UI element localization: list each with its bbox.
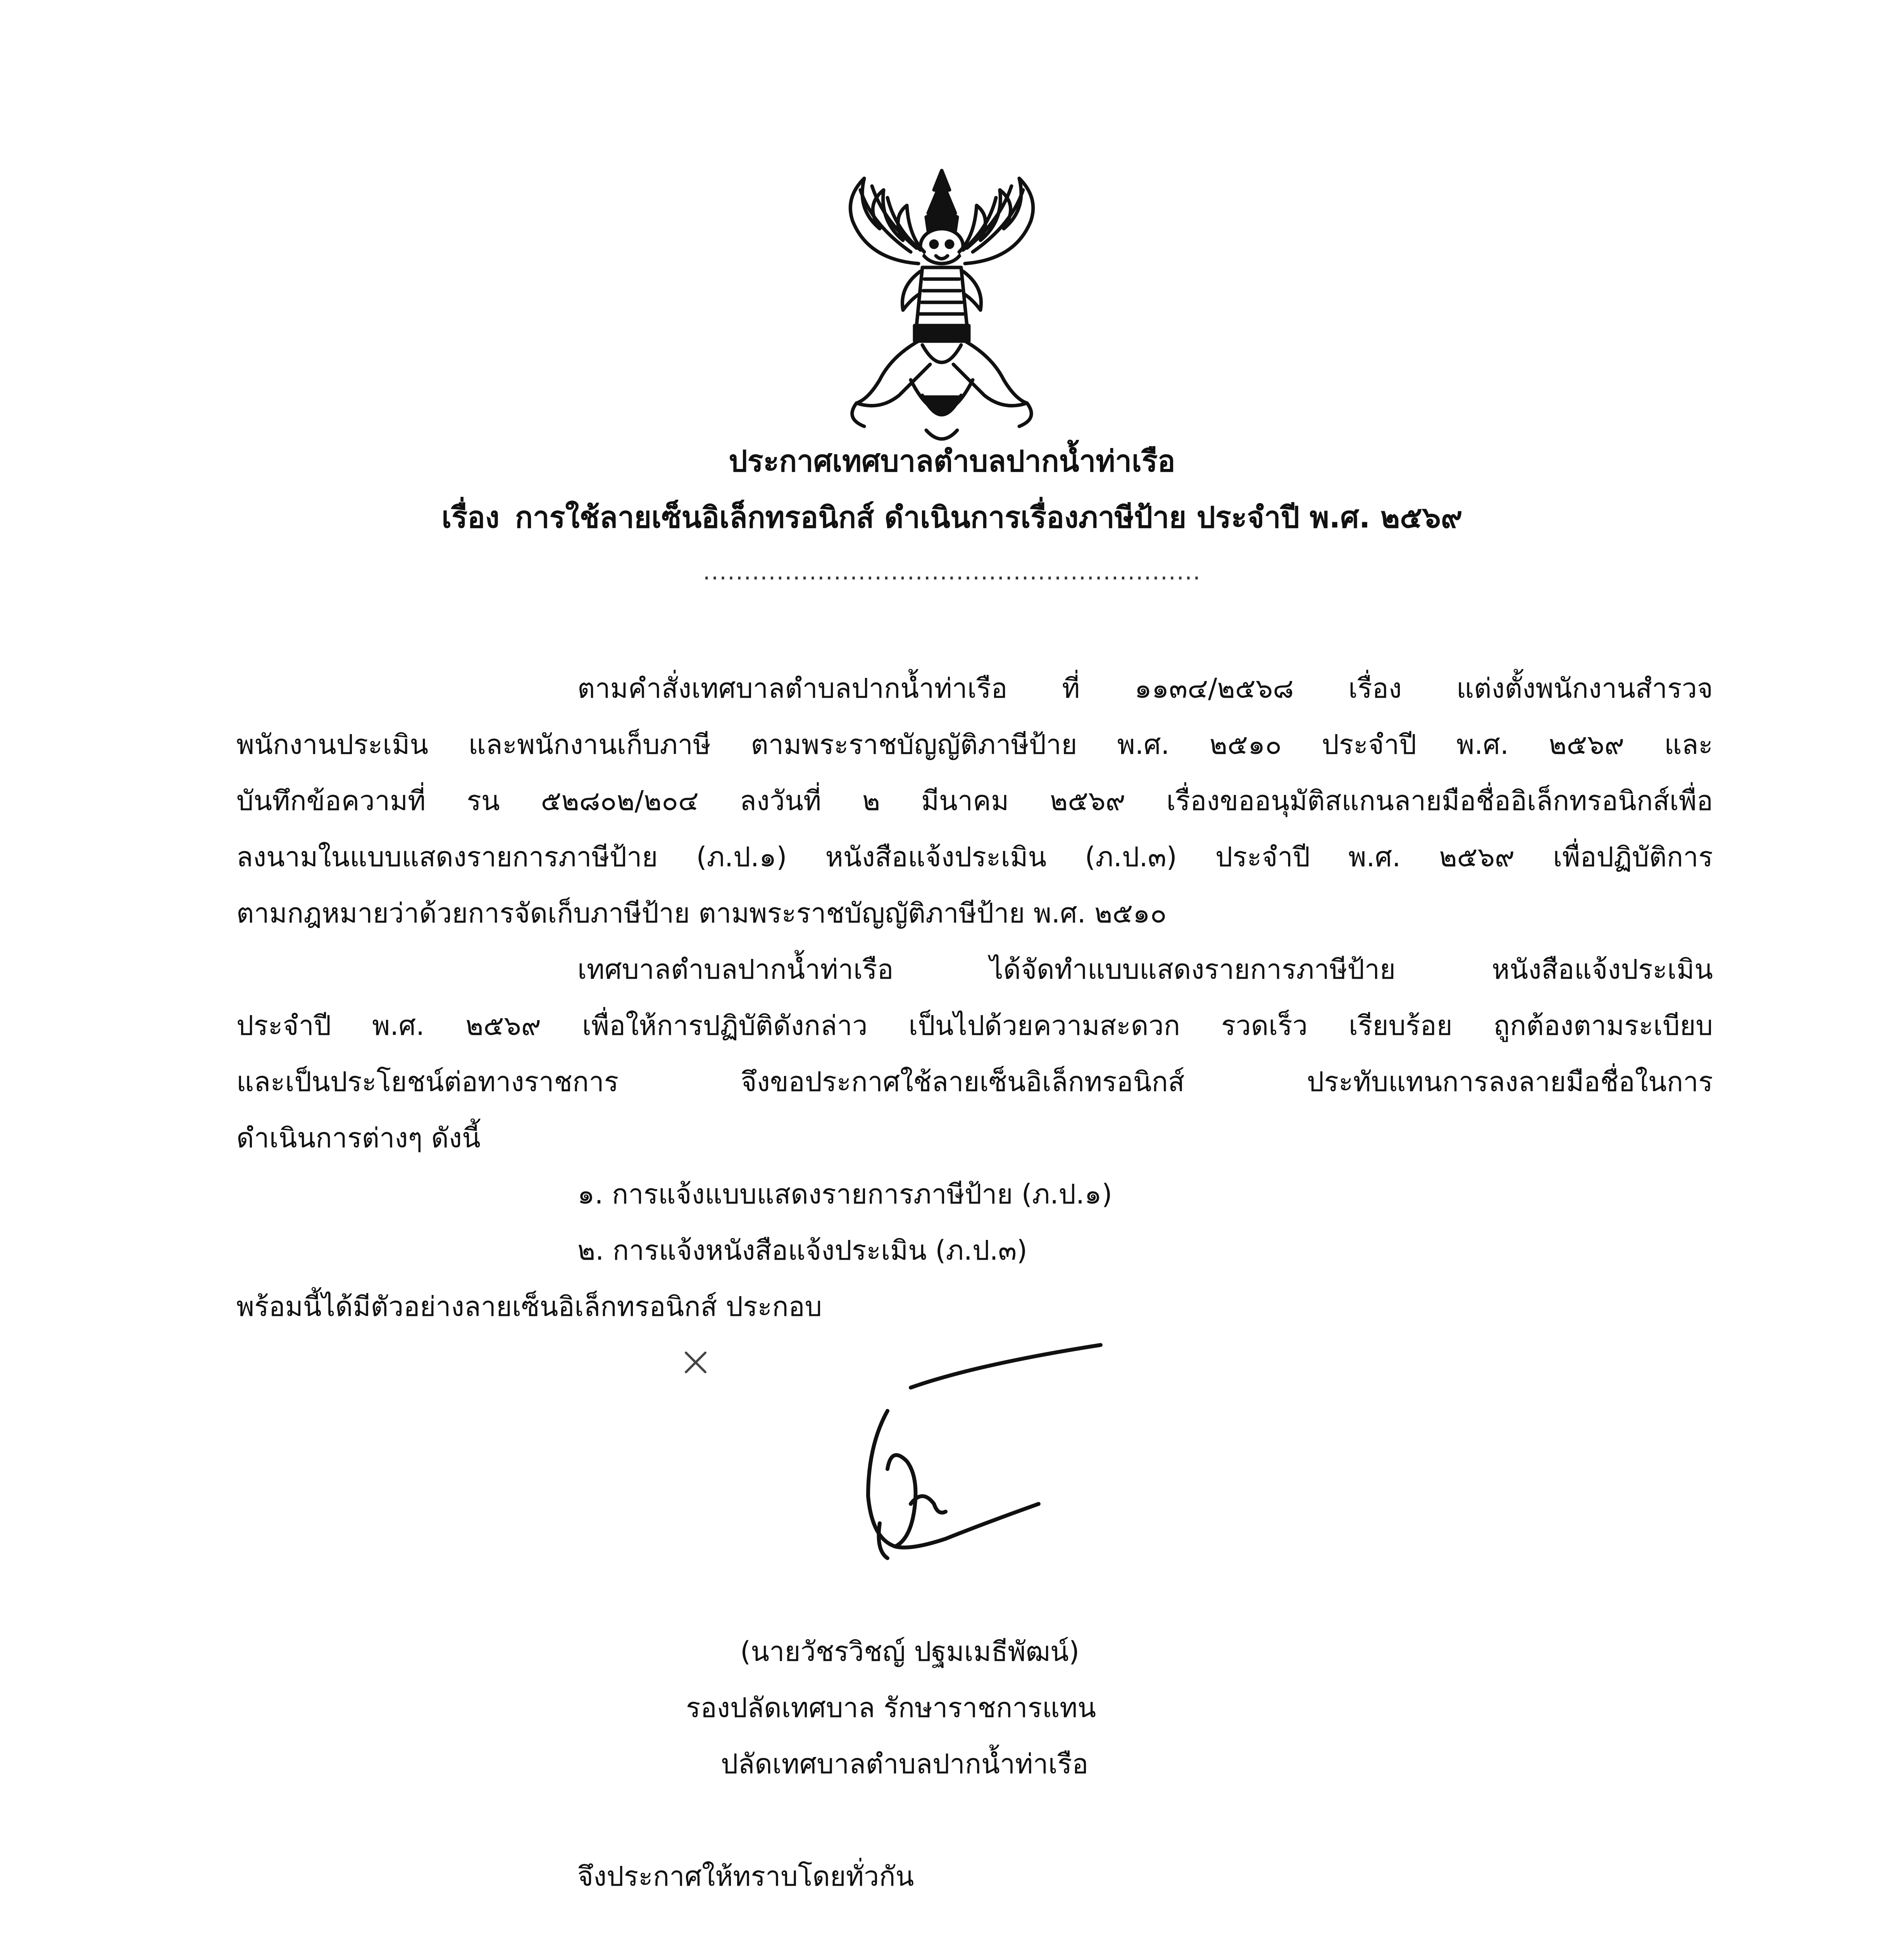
paragraph-line: ตามคำสั่งเทศบาลตำบลปากน้ำท่าเรือ ที่ ๑๑๓๔/๒๕๖๘ เรื่อง แต่งตั้งพนักงานสำรวจ [577,672,1713,704]
title-separator: ............................................................. [703,558,1201,585]
signatory1-position: ปลัดเทศบาลตำบลปากน้ำท่าเรือ [721,1748,1089,1780]
paragraph-line: เทศบาลตำบลปากน้ำท่าเรือ ได้จัดทำแบบแสดงรายการภาษีป้าย หนังสือแจ้งประเมิน [577,953,1713,985]
signatory1-name: (นายวัชรวิชญ์ ปฐมเมธีพัฒน์) [740,1636,1080,1667]
paragraph-line: บันทึกข้อความที่ รน ๕๒๘๐๒/๒๐๔ ลงวันที่ ๒ มีนาคม ๒๕๖๙ เรื่องขออนุมัติสแกนลายมือชื่ออิเล็กทรอนิกส์เพื่อ [236,785,1713,817]
list-item: ๑. การแจ้งแบบแสดงรายการภาษีป้าย (ภ.ป.๑) [577,1178,1112,1210]
subject-label: เรื่อง [441,500,500,535]
paragraph-line: ประจำปี พ.ศ. ๒๕๖๙ เพื่อให้การปฏิบัติดังกล่าว เป็นไปด้วยความสะดวก รวดเร็ว เรียบร้อย ถูกต้องตามระเบียบ [236,1010,1713,1041]
list-item: ๒. การแจ้งหนังสือแจ้งประเมิน (ภ.ป.๓) [577,1235,1027,1266]
paragraph-line: ดำเนินการต่างๆ ดังนี้ [236,1122,481,1154]
x-mark-icon [678,1345,713,1380]
paragraph-line: และเป็นประโยชน์ต่อทางราชการ จึงขอประกาศใช้ลายเซ็นอิเล็กทรอนิกส์ ประทับแทนการลงลายมือชื่อในการ [236,1066,1713,1098]
signature-deputy-clerk [822,1322,1132,1593]
paragraph-line: ตามกฎหมายว่าด้วยการจัดเก็บภาษีป้าย ตามพระราชบัญญัติภาษีป้าย พ.ศ. ๒๕๑๐ [236,897,1167,929]
attachment-note: พร้อมนี้ได้มีตัวอย่างลายเซ็นอิเล็กทรอนิกส์ ประกอบ [236,1291,822,1322]
paragraph-line: ลงนามในแบบแสดงรายการภาษีป้าย (ภ.ป.๑) หนังสือแจ้งประเมิน (ภ.ป.๓) ประจำปี พ.ศ. ๒๕๖๙ เพื่อปฏิบัติการ [236,841,1713,873]
paragraph-line: พนักงานประเมิน และพนักงานเก็บภาษี ตามพระราชบัญญัติภาษีป้าย พ.ศ. ๒๕๑๐ ประจำปี พ.ศ. ๒๕๖๙ และ [236,729,1713,760]
garuda-emblem-icon [822,163,1062,450]
signatory1-position: รองปลัดเทศบาล รักษาราชการแทน [686,1692,1096,1724]
announcement-line: จึงประกาศให้ทราบโดยทั่วกัน [577,1860,914,1892]
subject-text: การใช้ลายเซ็นอิเล็กทรอนิกส์ ดำเนินการเรื่องภาษีป้าย ประจำปี พ.ศ. ๒๕๖๙ [515,500,1463,535]
document-title: ประกาศเทศบาลตำบลปากน้ำท่าเรือ [729,444,1175,478]
document-subject [0,494,1904,541]
